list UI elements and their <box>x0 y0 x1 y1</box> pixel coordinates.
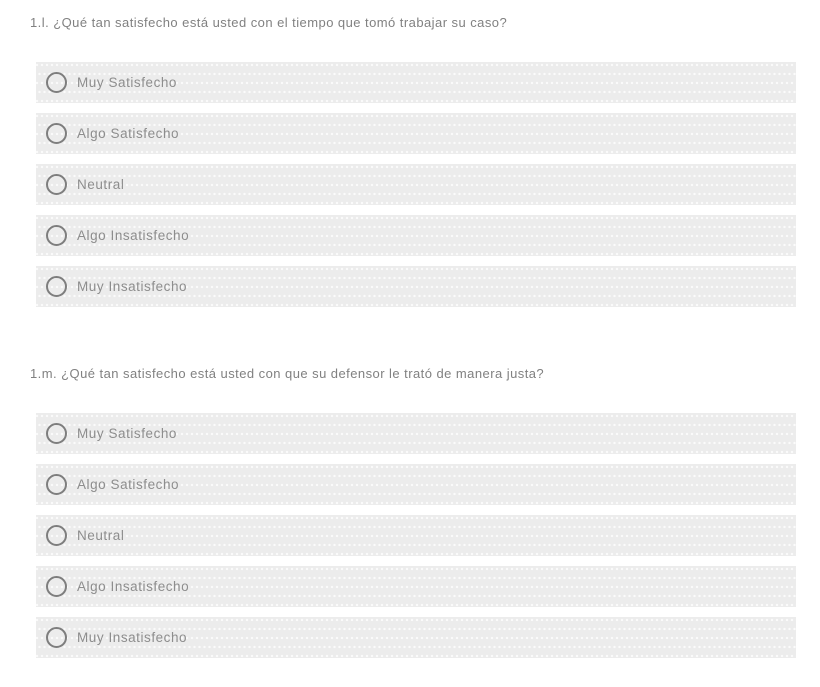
option-label: Muy Insatisfecho <box>77 630 188 645</box>
option-row-algo-satisfecho[interactable] <box>36 113 796 154</box>
question-block-1l <box>30 16 796 307</box>
radio-icon[interactable] <box>46 225 67 246</box>
option-row-algo-insatisfecho[interactable] <box>36 215 796 256</box>
option-label: Muy Satisfecho <box>77 75 177 90</box>
option-label: Algo Insatisfecho <box>77 228 190 243</box>
radio-icon[interactable] <box>46 276 67 297</box>
option-row-muy-insatisfecho[interactable] <box>36 617 796 658</box>
radio-icon[interactable] <box>46 72 67 93</box>
radio-icon[interactable] <box>46 174 67 195</box>
option-label: Algo Insatisfecho <box>77 579 190 594</box>
question-title: 1.m. ¿Qué tan satisfecho está usted con que su defensor le trató de manera justa? <box>30 366 545 381</box>
option-row-muy-satisfecho[interactable] <box>36 413 796 454</box>
question-block-1m <box>30 367 796 658</box>
options-list <box>36 62 796 307</box>
option-label: Algo Satisfecho <box>77 477 180 492</box>
option-row-algo-satisfecho[interactable] <box>36 464 796 505</box>
option-row-neutral[interactable] <box>36 515 796 556</box>
radio-icon[interactable] <box>46 474 67 495</box>
option-label: Muy Insatisfecho <box>77 279 188 294</box>
radio-icon[interactable] <box>46 525 67 546</box>
option-row-muy-satisfecho[interactable] <box>36 62 796 103</box>
question-title: 1.l. ¿Qué tan satisfecho está usted con el tiempo que tomó trabajar su caso? <box>30 15 508 30</box>
option-row-muy-insatisfecho[interactable] <box>36 266 796 307</box>
option-label: Neutral <box>77 528 125 543</box>
options-list <box>36 413 796 658</box>
radio-icon[interactable] <box>46 423 67 444</box>
option-label: Muy Satisfecho <box>77 426 177 441</box>
option-row-neutral[interactable] <box>36 164 796 205</box>
option-label: Neutral <box>77 177 125 192</box>
option-label: Algo Satisfecho <box>77 126 180 141</box>
radio-icon[interactable] <box>46 627 67 648</box>
radio-icon[interactable] <box>46 576 67 597</box>
radio-icon[interactable] <box>46 123 67 144</box>
option-row-algo-insatisfecho[interactable] <box>36 566 796 607</box>
